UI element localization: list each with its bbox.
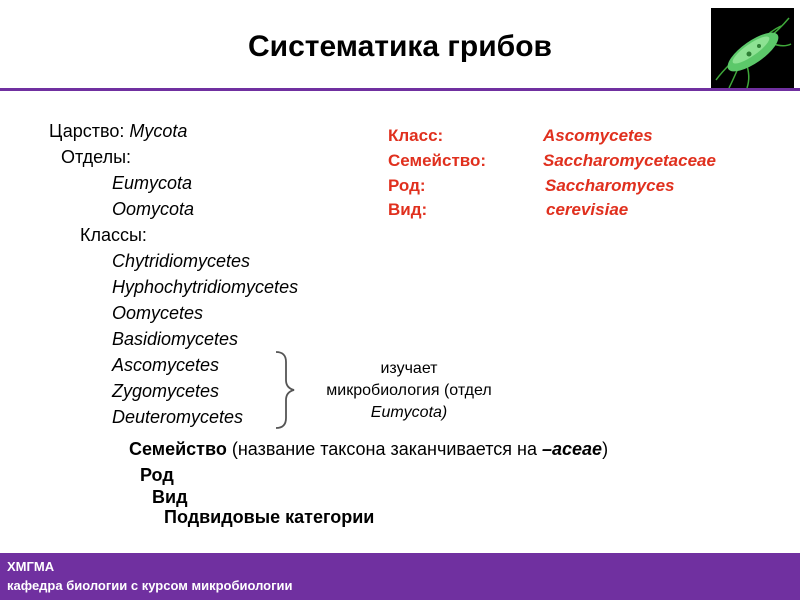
bracket-note-line: Eumycota) — [370, 404, 448, 421]
subspecies-label: Подвидовые категории — [164, 507, 375, 527]
page-title: Систематика грибов — [248, 30, 552, 63]
bracket-note — [294, 358, 524, 424]
division-item: Oomycota — [112, 199, 195, 219]
example-genus-value: Saccharomyces — [545, 176, 675, 195]
genus-label: Род — [140, 465, 174, 485]
family-note-close: ) — [602, 439, 609, 459]
kingdom-row — [49, 118, 187, 144]
species-label: Вид — [152, 487, 188, 507]
class-item: Basidiomycetes — [112, 329, 239, 349]
example-family-value: Saccharomycetaceae — [543, 151, 716, 170]
family-row — [129, 436, 608, 462]
bacterium-image — [711, 8, 794, 91]
footer-org: ХМГМА — [7, 559, 55, 574]
example-species-label: Вид: — [388, 200, 428, 219]
footer-department: кафедра биологии с курсом микробиологии — [7, 578, 293, 593]
class-item: Deuteromycetes — [112, 407, 244, 427]
example-species-value: cerevisiae — [546, 200, 629, 219]
curly-brace-icon — [272, 350, 296, 430]
example-genus-label: Род: — [388, 176, 426, 195]
family-label: Семейство — [129, 439, 227, 459]
example-class-label: Класс: — [388, 126, 444, 145]
example-class-value: Ascomycetes — [543, 126, 653, 145]
kingdom-value: Mycota — [129, 121, 188, 141]
division-item: Eumycota — [112, 173, 193, 193]
divisions-label: Отделы: — [61, 147, 132, 167]
bracket-note-line: микробиология (отдел — [326, 382, 492, 399]
family-note: (название таксона заканчивается на — [231, 439, 537, 459]
bracket-note-line: изучает — [380, 360, 438, 377]
classes-label: Классы: — [80, 225, 147, 245]
class-item: Zygomycetes — [112, 381, 220, 401]
title-divider — [0, 88, 800, 91]
class-item: Ascomycetes — [112, 355, 220, 375]
class-item: Oomycetes — [112, 303, 204, 323]
family-suffix: –aceae — [541, 439, 603, 459]
bacterium-icon — [711, 8, 794, 91]
kingdom-label: Царство: — [49, 121, 125, 141]
example-family-label: Семейство: — [388, 151, 487, 170]
class-item: Hyphochytridiomycetes — [112, 277, 299, 297]
class-item: Chytridiomycetes — [112, 251, 251, 271]
